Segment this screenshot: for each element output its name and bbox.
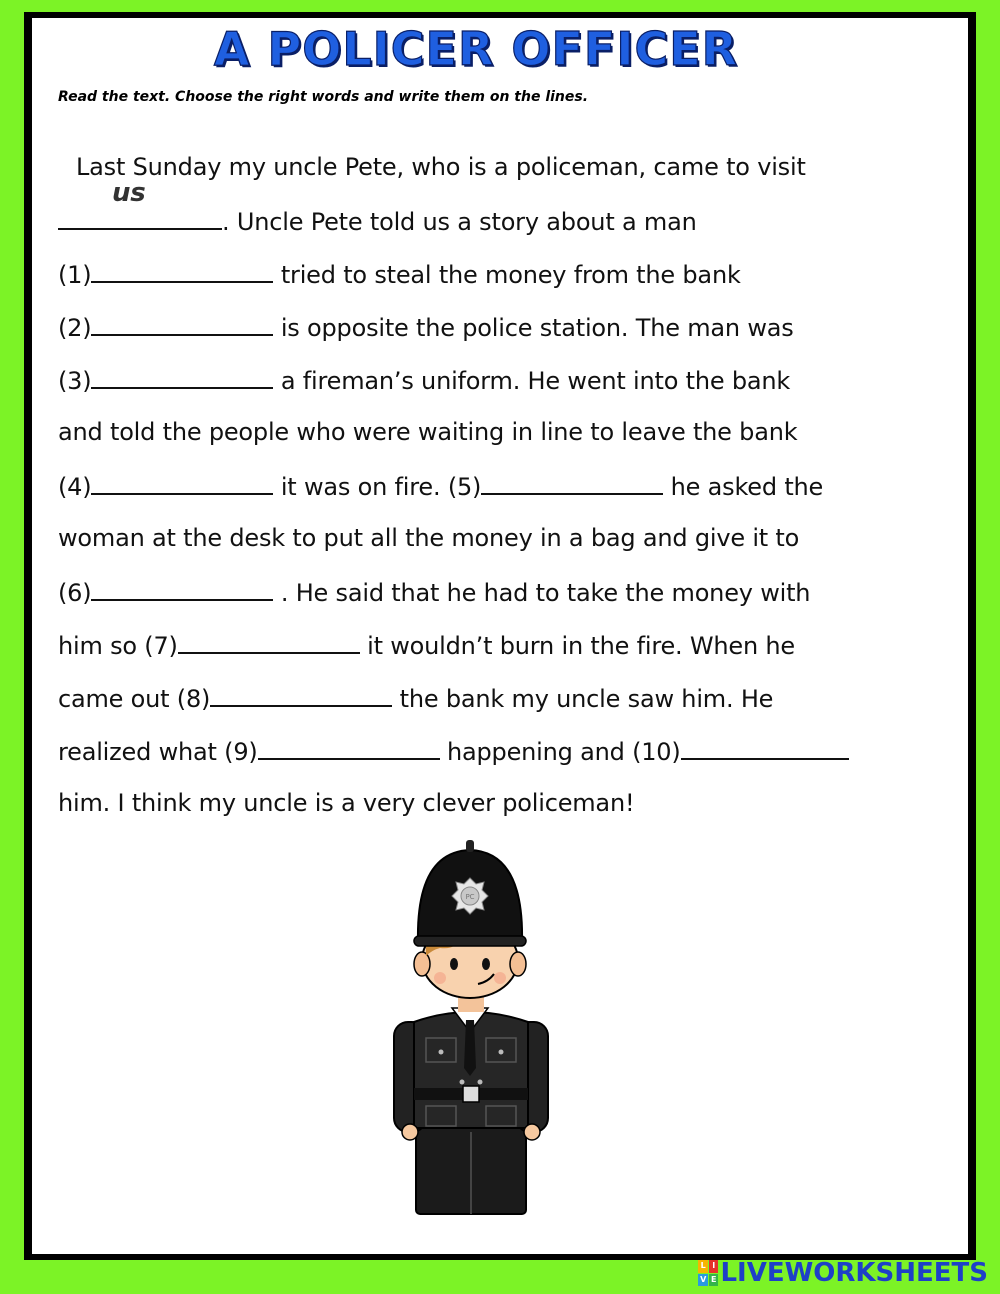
badge-text: PC <box>465 893 475 901</box>
page-title: A POLICER OFFICER <box>213 22 739 76</box>
belt-buckle-icon <box>463 1086 479 1102</box>
answer-blank-example[interactable] <box>58 178 222 230</box>
answer-blank-3[interactable] <box>91 365 273 389</box>
answer-blank-10[interactable] <box>681 736 849 760</box>
officer-ear <box>510 952 526 976</box>
officer-eye <box>450 958 458 970</box>
liveworksheets-brand: LIVEWORKSHEETS <box>720 1258 988 1288</box>
instructions: Read the text. Choose the right words and write them on the lines. <box>58 89 589 105</box>
helmet-brim <box>414 936 526 946</box>
officer-right-hand <box>524 1124 540 1140</box>
answer-blank-8[interactable] <box>210 683 392 707</box>
story-line-1: Last Sunday my uncle Pete, who is a policeman, came to visit <box>76 153 806 181</box>
story-line-2: us . Uncle Pete told us a story about a man <box>58 206 697 236</box>
story-line-13: him. I think my uncle is a very clever policeman! <box>58 789 635 817</box>
story-line-8: woman at the desk to put all the money in a bag and give it to <box>58 524 800 552</box>
officer-eye <box>482 958 490 970</box>
story-line-9: (6) . He said that he had to take the money with <box>58 579 811 607</box>
story-line-5: (3) a fireman’s uniform. He went into the bank <box>58 367 791 395</box>
officer-tie <box>464 1020 476 1076</box>
officer-cheek <box>434 972 446 984</box>
police-officer-illustration <box>370 832 570 1222</box>
liveworksheets-watermark <box>698 1258 988 1288</box>
answer-blank-6[interactable] <box>91 577 273 601</box>
officer-ear <box>414 952 430 976</box>
answer-blank-9[interactable] <box>258 736 440 760</box>
answer-blank-4[interactable] <box>91 471 273 495</box>
officer-cheek <box>494 972 506 984</box>
officer-left-hand <box>402 1124 418 1140</box>
example-answer: us <box>112 178 146 208</box>
story-line-4: (2) is opposite the police station. The man was <box>58 314 794 342</box>
story-line-12: realized what (9) happening and (10) <box>58 736 849 766</box>
answer-blank-2[interactable] <box>91 312 273 336</box>
liveworksheets-logo-icon: L I V E <box>698 1260 718 1286</box>
jacket-button <box>460 1080 465 1085</box>
answer-blank-1[interactable] <box>91 259 273 283</box>
jacket-button <box>478 1080 483 1085</box>
story-line-10: him so (7) it wouldn’t burn in the fire. When he <box>58 632 796 660</box>
story-line-11: came out (8) the bank my uncle saw him. He <box>58 685 774 713</box>
answer-blank-7[interactable] <box>178 630 360 654</box>
helmet-top-knob <box>466 840 474 852</box>
story-line-7: (4) it was on fire. (5) he asked the <box>58 473 824 501</box>
answer-blank-5[interactable] <box>481 471 663 495</box>
story-line-6: and told the people who were waiting in line to leave the bank <box>58 418 798 446</box>
jacket-button <box>499 1050 504 1055</box>
story-line-3: (1) tried to steal the money from the bank <box>58 261 741 289</box>
jacket-button <box>439 1050 444 1055</box>
